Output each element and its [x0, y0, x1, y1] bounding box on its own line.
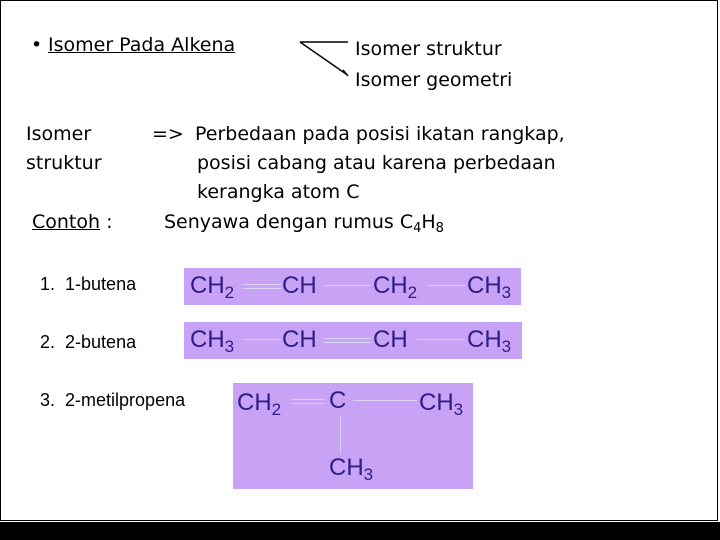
c2-bond-3	[417, 339, 465, 340]
compound-2-structure	[184, 322, 522, 359]
example-colon: :	[106, 211, 113, 233]
definition-line-2: posisi cabang atau karena perbedaan	[197, 152, 556, 174]
c3-double-bond	[291, 399, 325, 404]
term-line-2: struktur	[26, 152, 102, 174]
c2-double-bond	[324, 338, 371, 343]
branch-struktur: Isomer struktur	[355, 38, 502, 60]
c3-vertical-bond	[340, 417, 341, 453]
c2-group-2: CH	[282, 326, 317, 353]
example-label-wrap	[32, 211, 113, 233]
c1-group-2: CH	[282, 272, 317, 299]
compound-2-name: 2-butena	[65, 332, 137, 352]
c3-group-1: $CH_2$	[237, 389, 282, 419]
example-sub-c: 4	[413, 221, 422, 236]
c2-group-1: $CH_3$	[190, 326, 235, 356]
c2-group-3: CH	[373, 326, 408, 353]
example-text	[164, 211, 444, 236]
heading-bullet: •	[31, 34, 43, 56]
compound-3-label	[40, 390, 185, 410]
c1-bond-3	[427, 285, 465, 286]
c2-bond-1	[243, 339, 281, 340]
compound-3-name: 2-metilpropena	[65, 390, 186, 410]
compound-1-label	[40, 274, 136, 294]
definition-line-1: Perbedaan pada posisi ikatan rangkap,	[195, 123, 565, 145]
c3-group-2: C	[329, 387, 347, 414]
term-line-1: Isomer	[26, 123, 92, 145]
c3-group-branch: $CH_3$	[329, 454, 374, 484]
c2-group-4: $CH_3$	[467, 326, 512, 356]
c1-group-4: $CH_3$	[467, 272, 512, 302]
example-sub-h: 8	[435, 221, 444, 236]
c1-bond-2	[324, 285, 371, 286]
compound-1-name: 1-butena	[65, 274, 137, 294]
branch-geometri: Isomer geometri	[355, 69, 513, 91]
compound-2-label	[40, 332, 136, 352]
definition-line-3: kerangka atom C	[197, 181, 360, 203]
c1-double-bond	[243, 284, 281, 289]
compound-1-number: 1.	[40, 274, 56, 294]
compound-1-structure	[184, 268, 521, 305]
compound-3-structure	[233, 383, 473, 489]
example-label: Contoh	[32, 211, 101, 233]
c1-group-1: $CH_2$	[190, 272, 235, 302]
c1-group-3: $CH_2$	[373, 272, 418, 302]
compound-3-number: 3.	[40, 390, 56, 410]
compound-2-number: 2.	[40, 332, 56, 352]
example-text-prefix: Senyawa dengan rumus C	[164, 211, 414, 233]
example-text-h: H	[421, 211, 436, 233]
bottom-bar	[0, 522, 720, 540]
c3-group-4: $CH_3$	[419, 389, 464, 419]
c3-bond-2	[353, 400, 417, 401]
heading-title: Isomer Pada Alkena	[48, 34, 236, 56]
branch-arrows	[296, 36, 356, 82]
definition-arrow: =>	[152, 123, 184, 145]
